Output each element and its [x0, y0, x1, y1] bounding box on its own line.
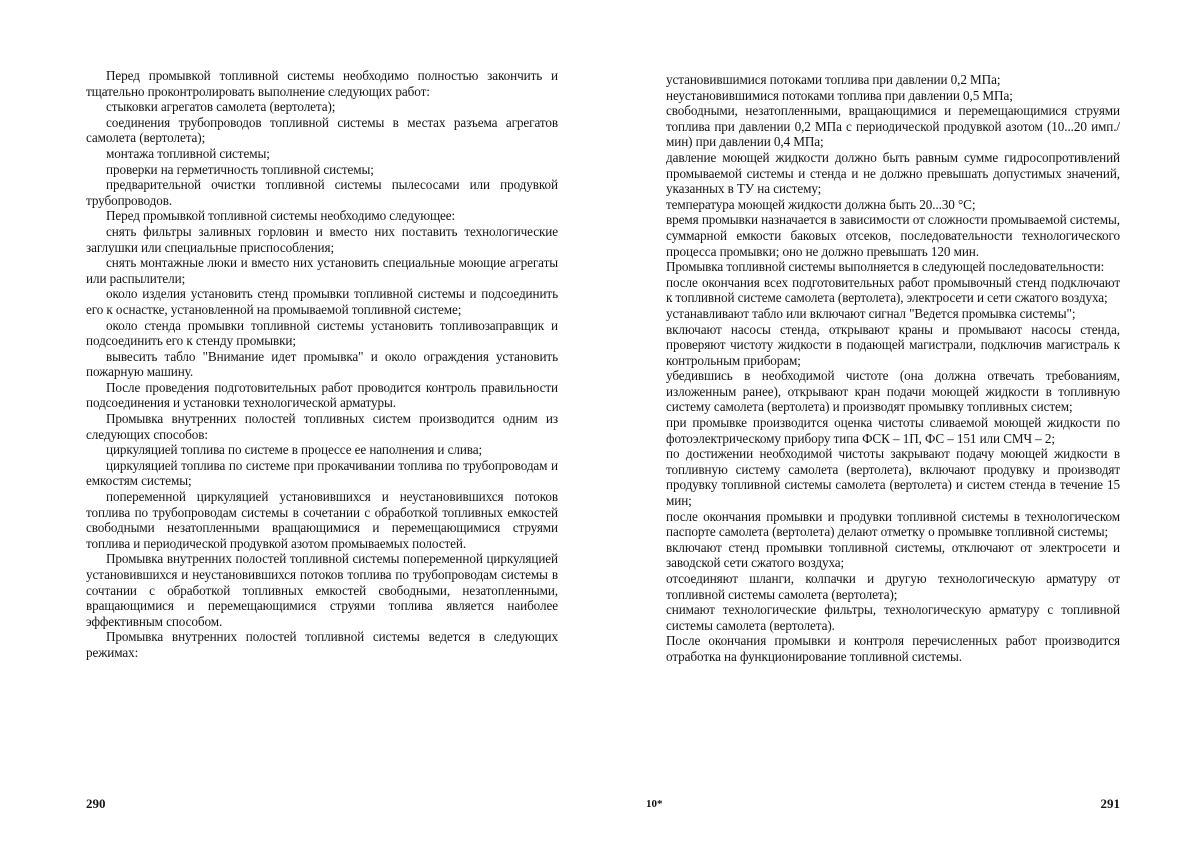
paragraph: снимают технологические фильтры, технологическую арматуру с топливной системы самолета (вертолета).: [666, 602, 1120, 633]
paragraph: Перед промывкой топливной системы необходимо полностью закончить и тщательно проконтролировать выполнение следующих работ:: [86, 68, 558, 99]
paragraph: время промывки назначается в зависимости от сложности промываемой системы, суммарной емкости баковых отсеков, последовательности технологического процесса промывки; оно не должно превышать 120 мин.: [666, 212, 1120, 259]
right-page-text: [646, 72, 1120, 665]
paragraph: устанавливают табло или включают сигнал "Ведется промывка системы";: [666, 305, 1076, 321]
paragraph: После проведения подготовительных работ проводится контроль правильности подсоединения и установки технологической арматуры.: [86, 379, 558, 411]
page-number-right: 291: [1100, 796, 1120, 811]
paragraph: вывесить табло "Внимание идет промывка" и около ограждения установить пожарную машину.: [86, 348, 558, 380]
right-page: [646, 0, 1120, 864]
paragraph: около стенда промывки топливной системы установить топливозаправщик и подсоединить его к стенду промывки;: [86, 317, 558, 349]
paragraph: по достижении необходимой чистоты закрывают подачу моющей жидкости в топливную систему самолета (вертолета), включают продувку и производят продувку топливной системы самолета (вертолета) и систем стенда в течение 15 мин;: [666, 446, 1120, 509]
paragraph: монтажа топливной системы;: [106, 145, 270, 161]
page-number-left: 290: [86, 796, 106, 811]
paragraph: Промывка топливной системы выполняется в следующей последовательности:: [666, 259, 1105, 275]
paragraph: убедившись в необходимой чистоте (она должна отвечать требованиям, изложенным ранее), открывают кран подачи моющей жидкости в топливную систему самолета (вертолета) и производят промывку топливных систем;: [666, 368, 1120, 415]
paragraph: около изделия установить стенд промывки топливной системы и подсоединить его к оснастке, установленной на промываемой топливной системе;: [86, 286, 558, 317]
paragraph: Перед промывкой топливной системы необходимо следующее:: [106, 208, 456, 224]
left-page: [86, 0, 558, 864]
paragraph: отсоединяют шланги, колпачки и другую технологическую арматуру от топливной системы самолета (вертолета);: [666, 571, 1120, 602]
paragraph: Промывка внутренних полостей топливной системы ведется в следующих режимах:: [86, 629, 558, 660]
paragraph: Промывка внутренних полостей топливных систем производится одним из следующих способов:: [86, 411, 558, 442]
paragraph: температура моющей жидкости должна быть 20...30 °С;: [666, 196, 976, 212]
paragraph: После окончания промывки и контроля перечисленных работ производится отработка на функционирование топливной системы.: [666, 633, 1120, 664]
paragraph: соединения трубопроводов топливной системы в местах разъема агрегатов самолета (вертолета);: [86, 114, 558, 146]
paragraph: при промывке производится оценка чистоты сливаемой моющей жидкости по фотоэлектрическому прибору типа ФСК – 1П, ФС – 151 или СМЧ – 2;: [666, 415, 1120, 446]
paragraph: после окончания промывки и продувки топливной системы в технологическом паспорте самолета (вертолета) делают отметку о промывке топливной системы;: [666, 508, 1120, 540]
paragraph: предварительной очистки топливной системы пылесосами или продувкой трубопроводов.: [86, 177, 558, 208]
paragraph: стыковки агрегатов самолета (вертолета);: [106, 99, 336, 115]
paragraph: свободными, незатопленными, вращающимися и перемещающимися струями топлива при давлении 0,2 МПа с периодической продувкой азотом (10...20 имп./мин) при давлении 0,4 МПа;: [666, 103, 1120, 150]
paragraph: проверки на герметичность топливной системы;: [106, 161, 374, 177]
paragraph: неустановившимися потоками топлива при давлении 0,5 МПа;: [666, 87, 1013, 103]
paragraph: давление моющей жидкости должно быть равным сумме гидросопротивлений промываемой системы и стенда и не должно превышать допустимых значений, указанных в ТУ на систему;: [666, 149, 1120, 197]
signature-mark: 10*: [646, 798, 663, 810]
paragraph: включают стенд промывки топливной системы, отключают от электросети и заводской сети сжатого воздуха;: [666, 539, 1120, 571]
paragraph: включают насосы стенда, открывают краны и промывают насосы стенда, проверяют чистоту жидкости в подающей магистрали, подключив магистраль к контрольным приборам;: [666, 321, 1120, 368]
paragraph: попеременной циркуляцией установившихся и неустановившихся потоков топлива по трубопроводам системы в сочетании с обработкой топливных емкостей свободными незатопленными вращающимися и перемещающимися струями топлива и периодической продувкой азотом промываемых полостей.: [86, 489, 558, 551]
paragraph: снять фильтры заливных горловин и вместо них поставить технологические заглушки или специальные приспособления;: [86, 223, 558, 255]
left-page-text: [86, 68, 558, 661]
paragraph: Промывка внутренних полостей топливной системы попеременной циркуляцией установившихся и неустановившихся потоков топлива по трубопроводам системы в сочтании с обработкой топливных емкостей свободными, незатопленными, вращающимися и перемещающимися струями топлива является наиболее эффективным способом.: [86, 551, 558, 629]
paragraph: установившимися потоками топлива при давлении 0,2 МПа;: [666, 72, 1001, 87]
paragraph: циркуляцией топлива по системе в процессе ее наполнения и слива;: [106, 442, 483, 458]
paragraph: циркуляцией топлива по системе при прокачивании топлива по трубопроводам и емкостям системы;: [86, 457, 558, 489]
paragraph: снять монтажные люки и вместо них установить специальные моющие агрегаты или распылители;: [86, 255, 558, 286]
paragraph: после окончания всех подготовительных работ промывочный стенд подключают к топливной системе самолета (вертолета), электросети и сети сжатого воздуха;: [666, 274, 1120, 306]
